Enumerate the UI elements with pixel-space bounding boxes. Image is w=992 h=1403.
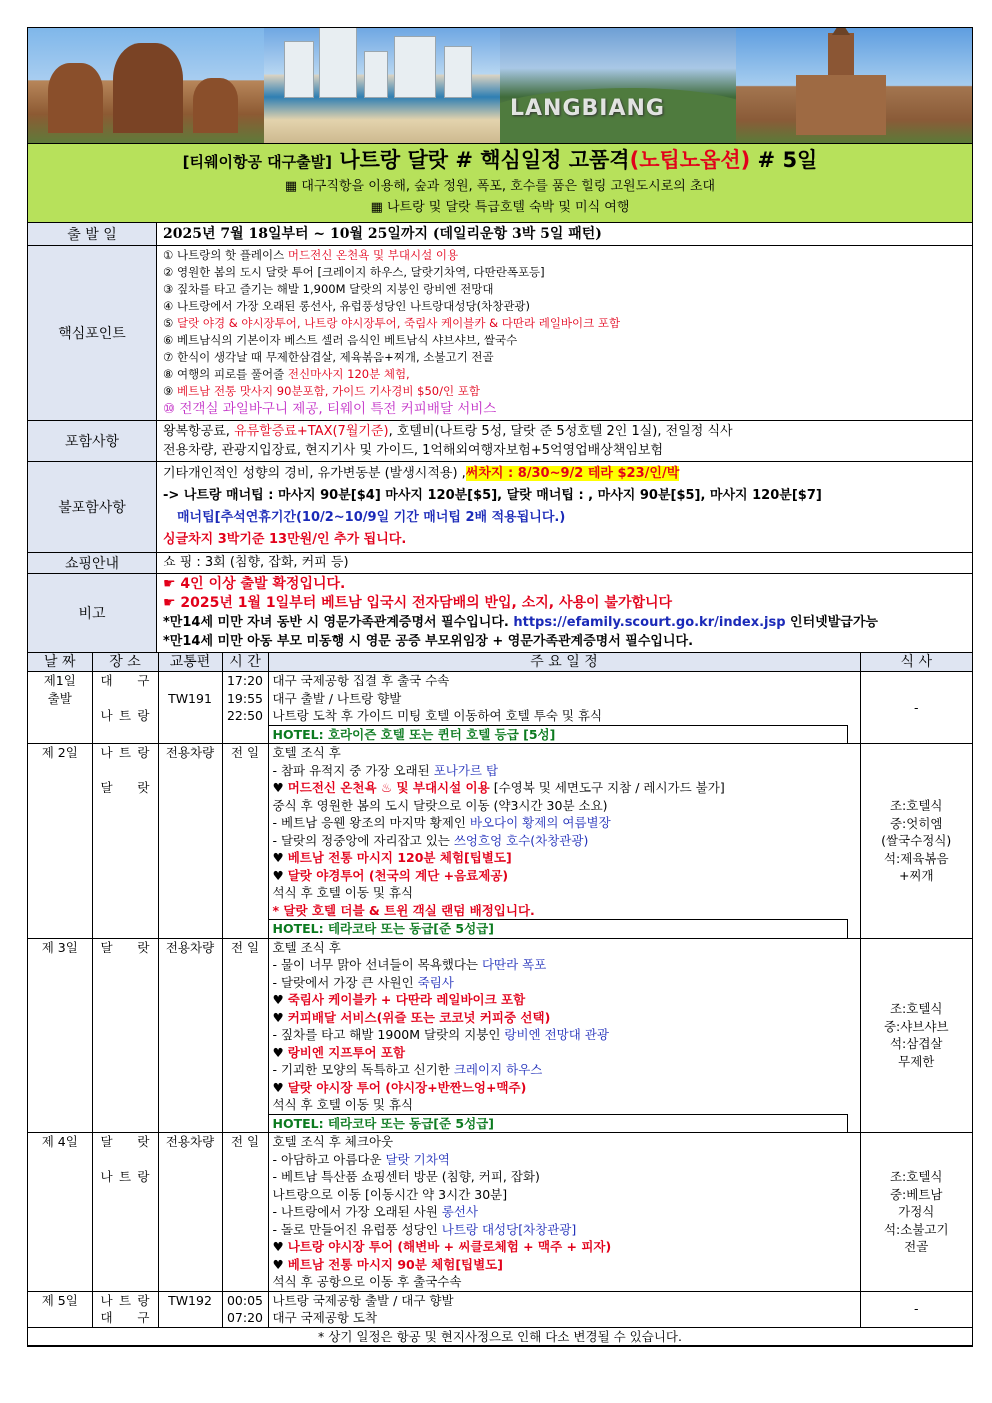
plan-line: * 달랏 호텔 더블 & 트윈 객실 랜덤 배정입니다.: [272, 902, 535, 918]
plan-line: - 달랏에서 가장 큰 사원인 죽림사: [272, 974, 454, 990]
plan-line: 호텔 조식 후: [272, 939, 341, 955]
title-highlight: (노팁노옵션): [629, 148, 751, 172]
highlight-item-6: ⑥ 베트남식의 기본이자 베스트 셀러 음식인 베트남식 샤브샤브, 쌀국수: [163, 333, 518, 347]
hotel-info: HOTEL: 테라코타 또는 동급[준 5성급]: [269, 919, 848, 938]
plan-line: ♥ 달랏 야시장 투어 (야시장+반짠느엉+맥주): [272, 1079, 527, 1095]
remarks-line-2: ☛ 2025년 1월 1일부터 베트남 입국시 전자담배의 반입, 소지, 사용이 불가합니다: [163, 595, 673, 611]
highlight-item-8: ⑧ 여행의 피로를 풀어줄 전신마사지 120분 체험,: [163, 367, 410, 381]
meal-cell: 조:호텔식 중:엇히엠 (쌀국수정식) 석:제육볶음 +찌개: [860, 744, 972, 939]
plan-line: 중식 후 영원한 봄의 도시 달랏으로 이동 (약3시간 30분 소요): [272, 797, 608, 813]
excluded-content: [157, 462, 972, 552]
highlight-item-9: ⑨ 베트남 전통 맛사지 90분포함, 가이드 기사경비 $50/인 포함: [163, 384, 480, 398]
plan-line: 석식 후 호텔 이동 및 휴식: [272, 1097, 414, 1112]
highlight-item-2: ② 영원한 봄의 도시 달랏 투어 [크레이지 하우스, 달랏기차역, 다딴란폭포등]: [163, 265, 545, 279]
highlight-item-5: ⑤ 달랏 야경 & 야시장투어, 나트랑 야시장투어, 죽림사 케이블카 & 다딴라 레일바이크 포함: [163, 316, 621, 330]
plan-line: 나트랑으로 이동 [이동시간 약 3시간 30분]: [272, 1186, 508, 1202]
excluded-label: 불포함사항: [28, 462, 157, 552]
excluded-line-4: 싱글차지 3박기준 13만원/인 추가 됩니다.: [163, 532, 407, 547]
plan-line: - 기괴한 모양의 독특하고 신기한 크레이지 하우스: [272, 1062, 543, 1077]
place-cell: 달 랏 나 트 랑: [92, 1133, 158, 1292]
included-row: [28, 421, 972, 462]
remarks-content: [157, 574, 972, 652]
plan-cell: [268, 672, 860, 744]
plan-line: - 짚차를 타고 해발 1900M 달랏의 지붕인 랑비엔 전망대 관광: [272, 1027, 609, 1042]
plan-cell: [268, 938, 860, 1133]
day-cell: 제 2일: [28, 744, 92, 939]
included-label: 포함사항: [28, 421, 157, 461]
hotel-info: HOTEL: 테라코타 또는 동급[준 5성급]: [269, 1114, 848, 1133]
remarks-line-1: ☛ 4인 이상 출발 확정입니다.: [163, 576, 346, 592]
day-cell: 제 3일: [28, 938, 92, 1133]
plan-line: 대구 국제공항 도착: [272, 1310, 378, 1325]
excluded-row: [28, 462, 972, 553]
remarks-line-3: *만14세 미만 자녀 동반 시 영문가족관계증명서 필수입니다. https://efamily.scourt.go.kr/index.jsp 인터넷발급가능: [163, 615, 878, 630]
meal-cell: -: [860, 1291, 972, 1327]
header-time: 시 간: [222, 653, 268, 672]
meal-cell: 조:호텔식 중:샤브샤브 석:삼겹살 무제한: [860, 938, 972, 1133]
highlight-item-7: ⑦ 한식이 생각날 때 무제한삼겹살, 제육볶음+찌개, 소불고기 전골: [163, 350, 494, 364]
temple-photo: [28, 28, 264, 143]
church-photo: [736, 28, 972, 143]
schedule-row: [28, 744, 972, 939]
shopping-row: [28, 553, 972, 574]
title-prefix: [티웨이항공 대구출발]: [182, 153, 332, 171]
beach-city-photo: [264, 28, 500, 143]
time-cell: 전 일: [222, 938, 268, 1133]
transport-cell: 전용차량: [158, 938, 222, 1133]
departure-row: [28, 223, 972, 246]
plan-line: - 베트남 특산품 쇼핑센터 방문 (침향, 커피, 잡화): [272, 1169, 540, 1184]
plan-line: 대구 국제공항 집결 후 출국 수속: [272, 673, 450, 688]
highlights-label: 핵심포인트: [28, 246, 157, 420]
day-cell: 제 4일: [28, 1133, 92, 1292]
plan-line: ♥ 베트남 전통 마시지 120분 체험[팁별도]: [272, 850, 512, 865]
shopping-value: 쇼 핑 : 3회 (침향, 잡화, 커피 등): [163, 555, 349, 570]
day-cell: 제1일 출발: [28, 672, 92, 744]
excluded-line-2: -> 나트랑 매너팁 : 마사지 90분[$4] 마사지 120분[$5], 달랏 매너팁 : , 마사지 90분[$5], 마사지 120분[$7]: [163, 488, 822, 503]
schedule-row: [28, 672, 972, 744]
title-suffix: # 5일: [757, 148, 818, 172]
schedule-row: [28, 1133, 972, 1292]
title-block: [28, 144, 972, 223]
shopping-label: 쇼핑안내: [28, 553, 157, 573]
plan-line: 석식 후 공항으로 이동 후 출국수속: [272, 1274, 462, 1289]
plan-line: ♥ 베트남 전통 마시지 90분 체험[팁별도]: [272, 1256, 503, 1272]
plan-line: 호텔 조식 후: [272, 745, 341, 760]
plan-line: - 나트랑에서 가장 오래된 사원 롱선사: [272, 1204, 479, 1219]
schedule-row: [28, 1291, 972, 1327]
langbiang-overlay-text: LANGBIANG: [510, 96, 665, 121]
mountain-photo: [500, 28, 736, 143]
departure-label: 출 발 일: [28, 223, 157, 245]
header-meal: 식 사: [860, 653, 972, 672]
remarks-label: 비고: [28, 574, 157, 652]
photo-banner: [28, 28, 972, 144]
plan-line: 석식 후 호텔 이동 및 휴식: [272, 885, 414, 900]
plan-line: ♥ 랑비엔 지프투어 포함: [272, 1044, 406, 1060]
plan-line: ♥ 머드전신 온천욕 ♨ 및 부대시설 이용 [수영복 및 세면도구 지참 / 레시가드 불가]: [272, 780, 725, 795]
plan-line: 나트랑 국제공항 출발 / 대구 향발: [272, 1292, 454, 1308]
excluded-line-1: 기타개인적인 성향의 경비, 유가변동분 (발생시적용) ,써차지 : 8/30~9/2 테라 $23/인/박: [163, 466, 680, 481]
header-transport: 교통편: [158, 653, 222, 672]
hotel-info: HOTEL: 호라이즌 호텔 또는 퀸터 호텔 등급 [5성]: [269, 725, 848, 744]
plan-cell: [268, 1291, 860, 1327]
highlight-item-10: ⑩ 전객실 과일바구니 제공, 티웨이 특전 커피배달 서비스: [163, 401, 497, 417]
plan-line: 나트랑 도착 후 가이드 미팅 호텔 이동하여 호텔 투숙 및 휴식: [272, 708, 603, 723]
efamily-link[interactable]: https://efamily.scourt.go.kr/index.jsp: [513, 615, 786, 630]
schedule-footnote: * 상기 일정은 항공 및 현지사정으로 인해 다소 변경될 수 있습니다.: [28, 1327, 972, 1346]
included-content: [157, 421, 972, 461]
subtitle-1: ▦ 대구직항을 이용해, 숲과 정원, 폭포, 호수를 품은 힐링 고원도시로의 초대: [284, 179, 716, 194]
transport-cell: 전용차량: [158, 744, 222, 939]
included-line-1: 왕복항공료, 유류할증료+TAX(7월기준), 호텔비(나트랑 5성, 달랏 준 5성호텔 2인 1실), 전일정 식사: [163, 424, 733, 439]
place-cell: 나 트 랑 달 랏: [92, 744, 158, 939]
highlight-item-4: ④ 나트랑에서 가장 오래된 롱선사, 유럽풍성당인 나트랑대성당(차창관광): [163, 299, 531, 313]
highlights-row: [28, 246, 972, 421]
excluded-line-3: 매너팁[추석연휴기간(10/2~10/9일 기간 매너팁 2배 적용됩니다.): [177, 510, 566, 525]
plan-line: ♥ 달랏 야경투어 (천국의 계단 +음료제공): [272, 867, 509, 883]
plan-line: - 돌로 만들어진 유럽풍 성당인 나트랑 대성당[차창관광]: [272, 1221, 577, 1237]
meal-cell: 조:호텔식 중:베트남 가정식 석:소불고기 전골: [860, 1133, 972, 1292]
remarks-row: [28, 574, 972, 653]
day-cell: 제 5일: [28, 1291, 92, 1327]
transport-cell: 전용차량: [158, 1133, 222, 1292]
plan-line: - 참파 유적지 중 가장 오래된 포나가르 탑: [272, 762, 499, 778]
time-cell: 전 일: [222, 1133, 268, 1292]
included-line-2: 전용차량, 관광지입장료, 현지기사 및 가이드, 1억해외여행자보험+5억영업배상책임보험: [163, 443, 664, 458]
highlight-item-1: ① 나트랑의 핫 플레이스 머드전신 온천욕 및 부대시설 이용: [163, 248, 459, 262]
plan-cell: [268, 1133, 860, 1292]
header-day: 날 짜: [28, 653, 92, 672]
time-cell: 전 일: [222, 744, 268, 939]
time-cell: 17:20 19:55 22:50: [222, 672, 268, 744]
subtitle-2: ▦ 나트랑 및 달랏 특급호텔 숙박 및 미식 여행: [370, 200, 630, 215]
header-place: 장 소: [92, 653, 158, 672]
time-cell: 00:05 07:20: [222, 1291, 268, 1327]
remarks-line-4: *만14세 미만 아동 부모 미동행 시 영문 공증 부모위임장 + 영문가족관계증명서 필수입니다.: [163, 634, 694, 649]
transport-cell: TW192: [158, 1291, 222, 1327]
highlight-item-3: ③ 짚차를 타고 즐기는 해발 1,900M 달랏의 지붕인 랑비엔 전망대: [163, 282, 494, 296]
transport-cell: TW191: [158, 672, 222, 744]
schedule-row: [28, 938, 972, 1133]
plan-line: - 달랏의 정중앙에 자리잡고 있는 쓰엉흐엉 호수(차창관광): [272, 832, 589, 848]
plan-line: - 아담하고 아름다운 달랏 기차역: [272, 1151, 450, 1167]
departure-value: 2025년 7월 18일부터 ~ 10월 25일까지 (데일리운항 3박 5일 패턴): [163, 226, 602, 242]
plan-line: 호텔 조식 후 체크아웃: [272, 1134, 394, 1149]
place-cell: 대 구 나 트 랑: [92, 672, 158, 744]
header-plan: 주 요 일 정: [268, 653, 860, 672]
plan-line: - 물이 너무 맑아 선녀들이 목욕했다는 다딴라 폭포: [272, 957, 547, 972]
surcharge-highlight: 써차지 : 8/30~9/2 테라 $23/인/박: [465, 466, 680, 481]
plan-line: 대구 출발 / 나트랑 향발: [272, 690, 402, 706]
meal-cell: -: [860, 672, 972, 744]
page-title: [28, 146, 972, 176]
place-cell: 달 랏: [92, 938, 158, 1133]
schedule-header-row: [28, 653, 972, 672]
schedule-table: [28, 653, 972, 1346]
highlights-list: [157, 246, 972, 420]
itinerary-sheet: [27, 27, 973, 1347]
plan-line: ♥ 죽림사 케이블카 + 다딴라 레일바이크 포함: [272, 992, 526, 1007]
place-cell: 나 트 랑 대 구: [92, 1291, 158, 1327]
title-main: 나트랑 달랏 # 핵심일정 고품격: [339, 148, 630, 172]
plan-cell: [268, 744, 860, 939]
plan-line: ♥ 커피배달 서비스(위즐 또는 코코넛 커피중 선택): [272, 1009, 551, 1025]
plan-line: ♥ 나트랑 야시장 투어 (해변바 + 씨클로체험 + 맥주 + 피자): [272, 1239, 612, 1254]
plan-line: - 베트남 응웬 왕조의 마지막 황제인 바오다이 황제의 여름별장: [272, 815, 611, 830]
